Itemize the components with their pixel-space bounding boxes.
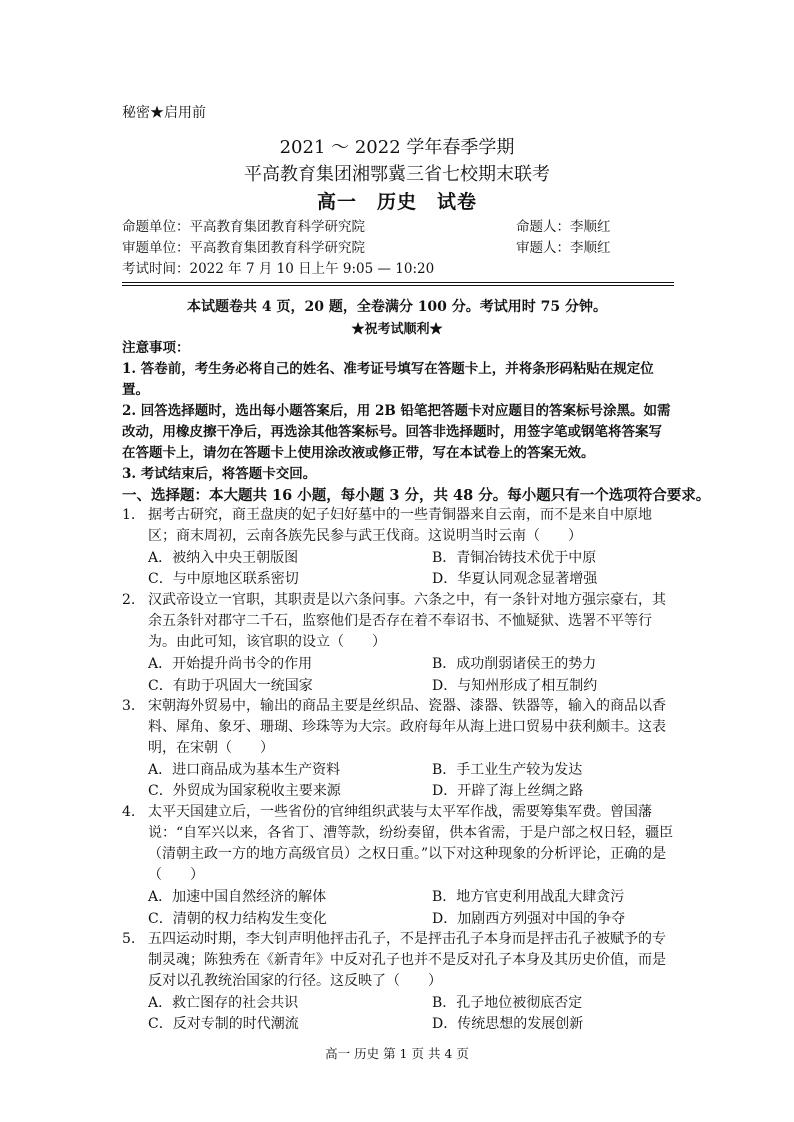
- option-b: B．孔子地位被彻底否定: [432, 995, 583, 1011]
- question-stem: 据考古研究，商王盘庚的妃子妇好墓中的一些青铜器来自云南，而不是来自中原地区；商末周初，云南各族先民参与武王伐商。这说明当时云南（ ）: [148, 507, 652, 544]
- question-number: 4.: [122, 804, 136, 820]
- question-number: 1.: [122, 507, 136, 523]
- question-2: [122, 590, 678, 653]
- option-a: A．加速中国自然经济的解体: [148, 889, 327, 905]
- question-stem: 太平天国建立后，一些省份的官绅组织武装与太平军作战，需要筹集军费。曾国藩说：“自军兴以来，各省丁、漕等款，纷纷奏留，供本省需，于是户部之权日轻，疆臣（清朝主政一方的地方高级官员）之权日重。”以下对这种现象的分析评论，正确的是（ ）: [148, 804, 674, 883]
- confidential-mark: 秘密★启用前: [122, 105, 206, 121]
- question-1: [122, 505, 678, 547]
- page-footer: 高一 历史 第 1 页 共 4 页: [325, 1046, 469, 1061]
- option-b: B．成功削弱诸侯王的势力: [432, 656, 597, 672]
- option-d: D．开辟了海上丝绸之路: [432, 783, 584, 799]
- review-person: 审题人：李顺红: [516, 240, 611, 256]
- option-d: D．传统思想的发展创新: [432, 1016, 584, 1032]
- option-a: A．救亡图存的社会共识: [148, 995, 299, 1011]
- question-stem: 五四运动时期，李大钊声明他抨击孔子，不是抨击孔子本身而是抨击孔子被赋予的专制灵魂；陈独秀在《新青年》中反对孔子也并不是反对孔子本身及其历史价值，而是反对以孔教统治国家的行径。这反映了（ ）: [148, 931, 666, 989]
- subject-title: 高一 历史 试卷: [316, 191, 477, 213]
- option-c: C．反对专制的时代潮流: [148, 1016, 299, 1032]
- question-stem: 宋朝海外贸易中，输出的商品主要是丝织品、瓷器、漆器、铁器等，输入的商品以香料、犀角、象牙、珊瑚、珍珠等为大宗。政府每年从海上进口贸易中获利颇丰。这表明，在宋朝（ ）: [148, 698, 666, 756]
- option-c: C．外贸成为国家税收主要来源: [148, 783, 341, 799]
- option-d: D．与知州形成了相互制约: [432, 678, 598, 694]
- option-a: A．开始提升尚书令的作用: [148, 656, 313, 672]
- proposition-person: 命题人：李顺红: [516, 219, 611, 235]
- double-rule-top: [122, 282, 674, 283]
- question-number: 2.: [122, 592, 136, 608]
- question-stem: 汉武帝设立一官职，其职责是以六条问事。六条之中，有一条针对地方强宗豪右，其余五条针对郡守二千石，监察他们是否存在着不奉诏书、不恤疑狱、选署不平等行为。由此可知，该官职的设立（ ）: [148, 592, 666, 650]
- question-number: 5.: [122, 931, 136, 947]
- option-b: B．手工业生产较为发达: [432, 762, 583, 778]
- exam-time: 考试时间：2022 年 7 月 10 日上午 9:05 — 10:20: [122, 261, 435, 277]
- proposition-unit: 命题单位：平高教育集团教育科学研究院: [122, 219, 365, 235]
- question-number: 3.: [122, 698, 136, 714]
- question-4: [122, 802, 678, 886]
- note-item: 1. 答卷前，考生务必将自己的姓名、准考证号填写在答题卡上，并将条形码粘贴在规定位置。: [122, 361, 654, 398]
- section-heading: 一、选择题：本大题共 16 小题，每小题 3 分，共 48 分。每小题只有一个选项符合要求。: [122, 487, 711, 504]
- note-item: 2. 回答选择题时，选出每小题答案后，用 2B 铅笔把答题卡对应题目的答案标号涂黑。如需改动，用橡皮擦干净后，再选涂其他答案标号。回答非选择题时，用签字笔或钢笔将答案写在答题卡上，请勿在答题卡上使用涂改液或修正带，写在本试卷上的答案无效。: [122, 403, 671, 461]
- double-rule-bottom: [122, 285, 674, 286]
- option-a: A．进口商品成为基本生产资料: [148, 762, 341, 778]
- exam-name-title: 平高教育集团湘鄂冀三省七校期末联考: [244, 164, 550, 185]
- option-d: D．加剧西方列强对中国的争夺: [432, 911, 626, 927]
- good-luck-wish: ★祝考试顺利★: [351, 322, 443, 337]
- question-3: [122, 696, 678, 759]
- review-unit: 审题单位：平高教育集团教育科学研究院: [122, 240, 365, 256]
- option-c: C．与中原地区联系密切: [148, 571, 299, 587]
- option-b: B．地方官吏利用战乱大肆贪污: [432, 889, 625, 905]
- note-item: 3. 考试结束后，将答题卡交回。: [122, 466, 317, 482]
- option-a: A．被纳入中央王朝版图: [148, 550, 299, 566]
- option-c: C．清朝的权力结构发生变化: [148, 911, 327, 927]
- notes-heading: 注意事项：: [122, 340, 190, 356]
- school-year-title: 2021 ～ 2022 学年春季学期: [279, 137, 515, 158]
- question-5: [122, 929, 678, 992]
- option-b: B．青铜冶铸技术优于中原: [432, 550, 597, 566]
- option-d: D．华夏认同观念显著增强: [432, 571, 598, 587]
- exam-summary: 本试题卷共 4 页，20 题，全卷满分 100 分。考试用时 75 分钟。: [186, 299, 608, 315]
- option-c: C．有助于巩固大一统国家: [148, 678, 313, 694]
